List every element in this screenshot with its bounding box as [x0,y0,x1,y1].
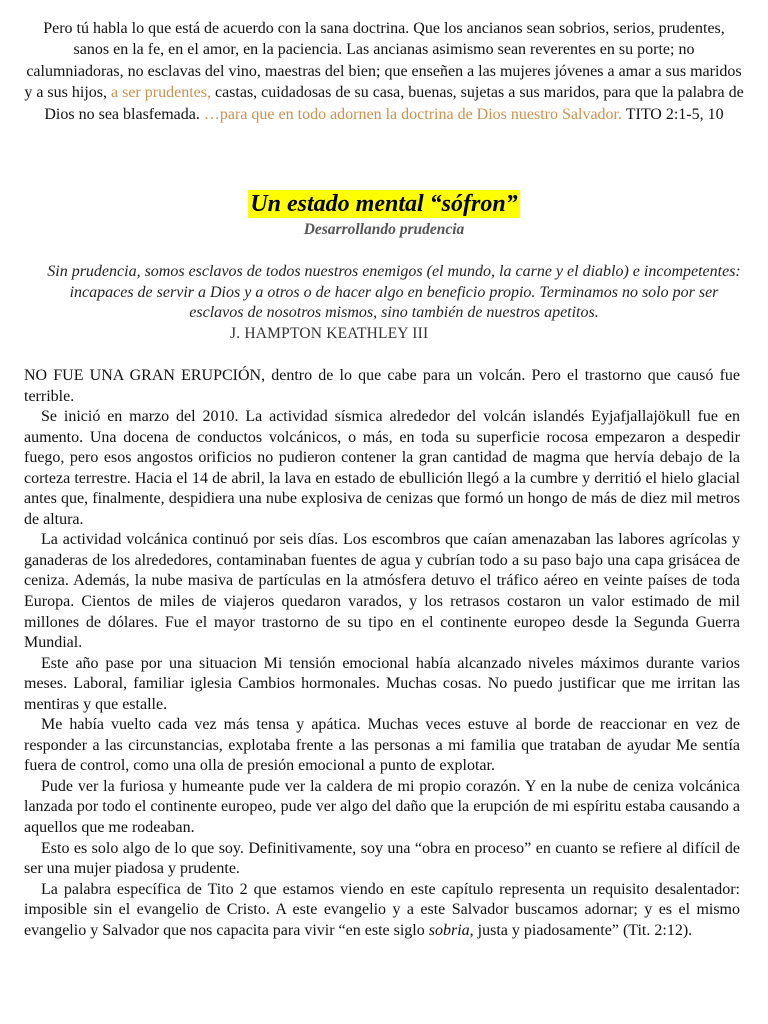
quote-author: J. HAMPTON KEATHLEY III [230,325,429,342]
epigraph-reference: TITO 2:1-5, 10 [622,105,724,123]
paragraph-3: La actividad volcánica continuó por seis días. Los escombros que caían amenazaban las labores agrícolas y ganaderas de los alrededores, contaminaban fuentes de agua y cubrían todo a su paso bajo una capa grisácea de ceniza. Además, la nube masiva de partículas en la atmósfera detuvo el tráfico aéreo en veinte países de toda Europa. Cientos de miles de viajeros quedaron varados, y los retrasos costaron un valor estimado de mil millones de dólares. Fue el mayor trastorno de su tipo en el continente europeo desde la Segunda Guerra Mundial. [24,531,740,652]
paragraph-4: Este año pase por una situacion Mi tensión emocional había alcanzado niveles máximos durante varios meses. Laboral, familiar iglesia Cambios hormonales. Muchas cosas. No puedo justificar que me irritan las mentiras y que estalle. [24,654,740,713]
epigraph-text-a: Pero tú habla lo que está de acuerdo con la sana doctrina. Que los ancianos sean sobrios, serios, prudentes, sanos en la fe, en el amor, en la paciencia. Las ancianas asimismo sean reverentes en su porte; no calumniadoras, no esclavas del vino, maestras del bien; que enseñen a las mujeres jóvenes a amar a sus maridos y a sus hijos, [24,20,742,102]
paragraph-2: Se inició en marzo del 2010. La actividad sísmica alrededor del volcán islandés Eyjafjallajökull fue en aumento. Una docena de conductos volcánicos, o más, en toda su superficie rocosa empezaron a despedir fuego, pero esos angostos orificios no pudieron contener la gran cantidad de magma que hervía debajo de la corteza terrestre. Hacia el 14 de abril, la lava en estado de ebullición llegó a la cumbre y derritió el hielo glacial antes que, finalmente, despidiera una nube explosiva de cenizas que formó un hongo de más de diez mil metros de altura. [24,408,740,528]
paragraph-8 [24,880,740,942]
epigraph-text-b: castas, cuidadosas de su casa, buenas, sujetas a sus maridos, para que la palabra de Dios no sea blasfemada. [44,84,744,123]
chapter-subtitle: Desarrollando prudencia [303,221,465,238]
paragraph-8-emphasis: sobria [428,921,470,939]
paragraph-7: Esto es solo algo de lo que soy. Definitivamente, soy una “obra en proceso” en cuanto se refiere al difícil de ser una mujer piadosa y prudente. [24,839,740,878]
opening-quote: Sin prudencia, somos esclavos de todos nuestros enemigos (el mundo, la carne y el diablo) e incompetentes: incapaces de servir a Dios y a otros o de hacer algo en beneficio propio. Terminamos no solo por ser esclavos de nosotros mismos, sino también de nuestros apetitos. [47,263,741,321]
epigraph-highlight-1: a ser prudentes, [111,84,211,102]
epigraph-scripture [24,18,744,125]
epigraph-highlight-2: …para que en todo adornen la doctrina de Dios nuestro Salvador. [203,105,622,123]
paragraph-6: Pude ver la furiosa y humeante pude ver la caldera de mi propio corazón. Y en la nube de ceniza volcánica lanzada por todo el continente europeo, pude ver algo del daño que la erupción de mi espíritu estaba causando a aquellos que me rodeaban. [24,777,740,837]
paragraph-5: Me había vuelto cada vez más tensa y apática. Muchas veces estuve al borde de reaccionar en vez de responder a las circunstancias, explotaba frente a las personas a mi familia que trataban de ayudar Me sentía fuera de control, como una olla de presión emocional a punto de explotar. [24,716,740,775]
chapter-title: Un estado mental “sófron” [250,191,518,217]
chapter-title-wrap [0,190,768,218]
paragraph-8-text-b: , justa y piadosamente” (Tit. 2:12). [469,921,693,939]
body-text [24,366,740,941]
paragraph-8-text-a: La palabra específica de Tito 2 que estamos viendo en este capítulo representa un requisito desalentador: imposible sin el evangelio de Cristo. A este evangelio y a este Salvador buscamos adornar; y es el mismo evangelio y Salvador que nos capacita para vivir “en este siglo [24,880,740,939]
paragraph-1: NO FUE UNA GRAN ERUPCIÓN, dentro de lo que cabe para un volcán. Pero el trastorno que causó fue terrible. [24,367,740,405]
